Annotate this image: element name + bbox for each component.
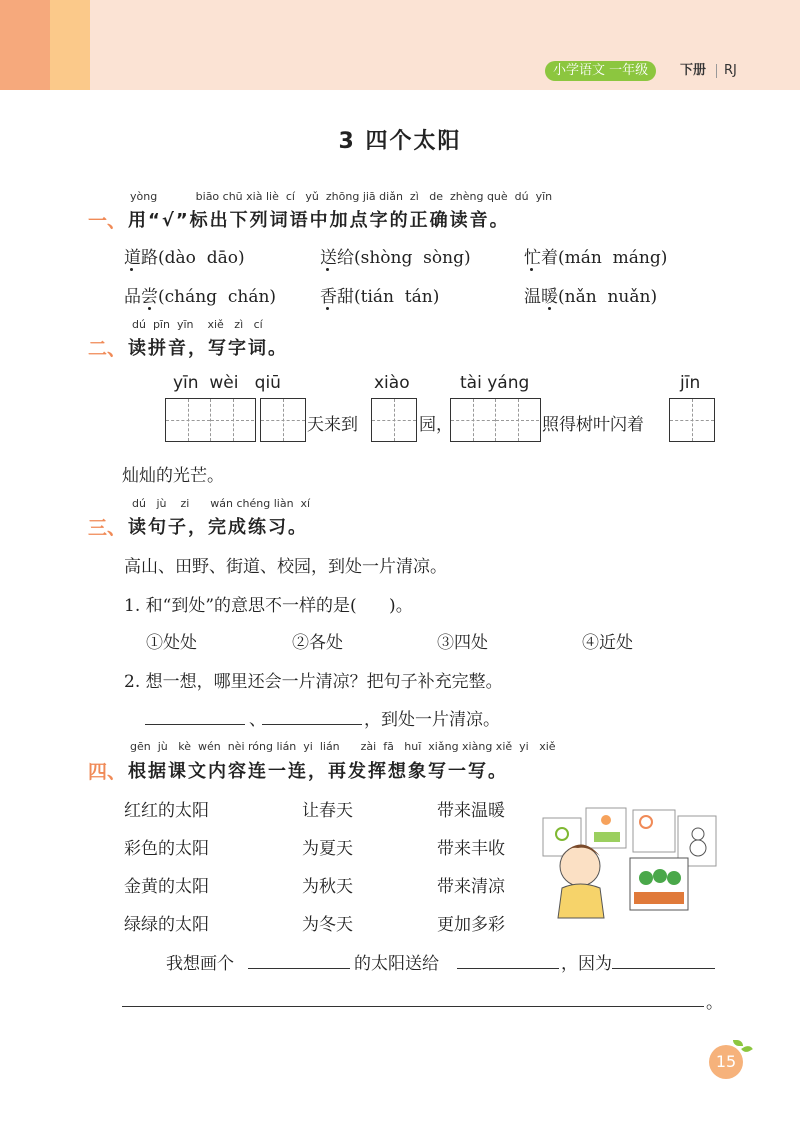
word-item: 香甜(tián tán) [320,287,440,307]
sentence-fragment: 园， [419,415,453,435]
header-stripe [50,0,90,90]
section1-pinyin: yòng biāo chū xià liè cí yǔ zhōng jiā diǎn zì de zhèng què dú yīn [130,190,553,203]
emphasis-dot [326,307,329,310]
reading-sentence: 高山、田野、街道、校园，到处一片清凉。 [124,557,447,577]
option-3[interactable]: ③四处 [437,633,488,653]
answer-blank[interactable] [145,724,245,725]
section1-instruction: 用“√”标出下列词语中加点字的正确读音。 [128,210,510,231]
header-separator [716,64,717,78]
emphasis-dot [148,307,151,310]
write-prompt: 的太阳送给 [354,954,439,974]
writing-grid[interactable] [450,398,541,442]
option-2[interactable]: ②各处 [292,633,343,653]
writing-grid[interactable] [669,398,715,442]
emphasis-dot [530,268,533,271]
word-item: 道路(dào dāo) [124,248,245,268]
pinyin-prompt: jīn [680,373,701,393]
grid-cell[interactable] [166,399,210,441]
leaf-icon [733,1040,743,1046]
answer-blank[interactable] [262,724,362,725]
edition-label: RJ [724,63,737,78]
sentence-fragment: 灿灿的光芒。 [122,466,224,486]
sun-icon [601,815,611,825]
match-right[interactable]: 带来丰收 [437,839,505,859]
pinyin-prompt: yīn wèi qiū [173,373,281,393]
section3-number: 三、 [88,517,127,539]
field-icon [594,832,620,842]
grid-cell[interactable] [261,399,305,441]
answer-blank[interactable] [457,968,559,969]
section2-pinyin: dú pīn yīn xiě zì cí [132,318,263,331]
match-left[interactable]: 红红的太阳 [124,801,209,821]
answer-blank[interactable] [612,968,715,969]
grid-cell[interactable] [495,399,539,441]
snowman-icon [692,828,704,840]
word-item: 品尝(cháng chán) [124,287,277,307]
sentence-fragment: 照得树叶闪着 [542,415,644,435]
writing-grid[interactable] [260,398,306,442]
word-item: 温暖(nǎn nuǎn) [524,287,658,307]
subject-grade-badge: 小学语文 一年级 [545,61,656,81]
match-left[interactable]: 彩色的太阳 [124,839,209,859]
emphasis-dot [548,307,551,310]
page-number: 15 [709,1045,743,1079]
grid-cell[interactable] [451,399,495,441]
write-prompt: ，因为 [561,954,612,974]
match-left[interactable]: 金黄的太阳 [124,877,209,897]
grid-cell[interactable] [372,399,416,441]
match-middle[interactable]: 为秋天 [302,877,353,897]
boy-face [560,846,600,886]
volume-label: 下册 [680,63,707,78]
pinyin-prompt: xiào [374,373,410,393]
match-right[interactable]: 带来温暖 [437,801,505,821]
emphasis-dot [326,268,329,271]
word-item: 送给(shòng sòng) [320,248,471,268]
tree-icon [639,871,653,885]
lesson-title: 3 四个太阳 [338,129,462,154]
option-4[interactable]: ④近处 [582,633,633,653]
match-left[interactable]: 绿绿的太阳 [124,915,209,935]
match-right[interactable]: 更加多彩 [437,915,505,935]
grid-cell[interactable] [210,399,254,441]
sentence-tail: ，到处一片清凉。 [364,710,500,730]
match-middle[interactable]: 让春天 [302,801,353,821]
option-1[interactable]: ①处处 [146,633,197,653]
write-prompt: 我想画个 [166,954,234,974]
section3-instruction: 读句子，完成练习。 [128,517,308,538]
section3-pinyin: dú jù zi wán chéng liàn xí [132,497,311,510]
header-stripe [0,0,50,90]
answer-blank[interactable] [248,968,350,969]
section4-pinyin: gēn jù kè wén nèi róng lián yi lián zài fā huī xiǎng xiàng xiě yi xiě [130,740,556,753]
sentence-fragment: 天来到 [307,415,358,435]
section4-number: 四、 [88,761,127,783]
boy-painting-illustration [538,800,723,920]
separator-mark: 、 [249,710,266,730]
question-2: 2. 想一想，哪里还会一片清凉？把句子补充完整。 [124,672,503,692]
answer-line[interactable] [122,1006,704,1007]
end-period: 。 [706,993,723,1013]
emphasis-dot [130,268,133,271]
section2-instruction: 读拼音，写字词。 [128,338,288,359]
section1-number: 一、 [88,210,127,232]
word-item: 忙着(mán máng) [524,248,668,268]
section4-instruction: 根据课文内容连一连，再发挥想象写一写。 [128,761,508,782]
match-right[interactable]: 带来清凉 [437,877,505,897]
grid-cell[interactable] [670,399,714,441]
picture-card [633,810,675,852]
writing-grid[interactable] [371,398,417,442]
writing-grid[interactable] [165,398,256,442]
boy-shirt [558,884,604,918]
match-middle[interactable]: 为夏天 [302,839,353,859]
section2-number: 二、 [88,338,127,360]
question-1: 1. 和“到处”的意思不一样的是( )。 [124,596,413,616]
pinyin-prompt: tài yáng [460,373,530,393]
match-middle[interactable]: 为冬天 [302,915,353,935]
